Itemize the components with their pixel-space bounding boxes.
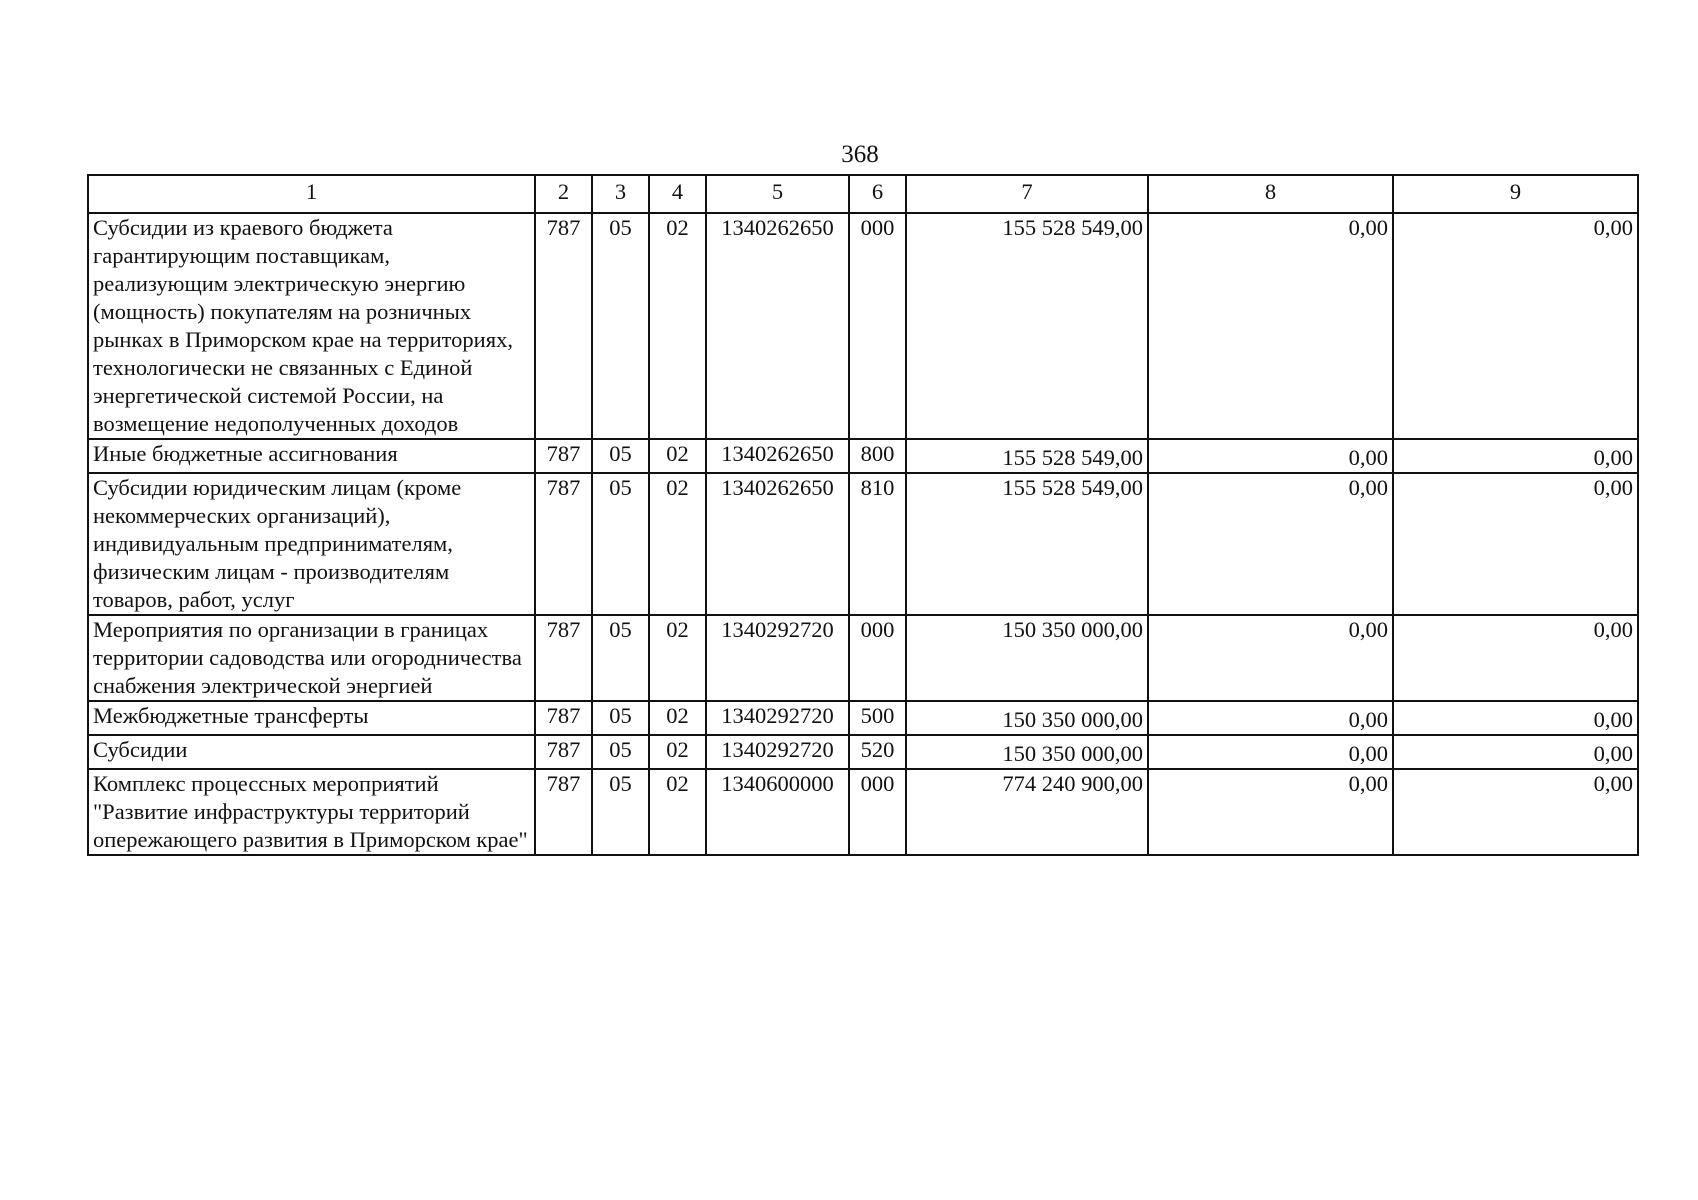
row-code-3: 05 (592, 615, 649, 701)
row-code-5: 1340292720 (706, 735, 849, 769)
column-header-6: 6 (849, 175, 906, 213)
row-amount-9: 0,00 (1393, 701, 1638, 735)
row-code-2: 787 (535, 615, 592, 701)
row-code-6: 000 (849, 615, 906, 701)
row-code-2: 787 (535, 213, 592, 439)
row-amount-7: 155 528 549,00 (906, 213, 1148, 439)
row-name: Комплекс процессных мероприятий "Развитие инфраструктуры территорий опережающего развития в Приморском крае" (88, 769, 535, 855)
row-code-2: 787 (535, 769, 592, 855)
row-code-3: 05 (592, 213, 649, 439)
page-number: 368 (841, 141, 879, 168)
row-amount-8: 0,00 (1148, 439, 1393, 473)
row-code-4: 02 (649, 615, 706, 701)
row-code-5: 1340262650 (706, 439, 849, 473)
row-amount-9: 0,00 (1393, 439, 1638, 473)
row-amount-9: 0,00 (1393, 473, 1638, 615)
row-name: Субсидии юридическим лицам (кроме некоммерческих организаций), индивидуальным предпринимателям, физическим лицам - производителям товаров, работ, услуг (88, 473, 535, 615)
column-header-4: 4 (649, 175, 706, 213)
row-code-6: 000 (849, 769, 906, 855)
column-header-9: 9 (1393, 175, 1638, 213)
table-row (88, 213, 1638, 439)
row-amount-8: 0,00 (1148, 735, 1393, 769)
table-row (88, 473, 1638, 615)
column-header-1: 1 (88, 175, 535, 213)
row-code-2: 787 (535, 439, 592, 473)
row-amount-9: 0,00 (1393, 615, 1638, 701)
row-code-3: 05 (592, 769, 649, 855)
row-amount-8: 0,00 (1148, 615, 1393, 701)
row-amount-7: 150 350 000,00 (906, 735, 1148, 769)
row-code-5: 1340600000 (706, 769, 849, 855)
row-code-5: 1340262650 (706, 473, 849, 615)
row-code-2: 787 (535, 473, 592, 615)
row-code-4: 02 (649, 439, 706, 473)
header-row (88, 175, 1638, 213)
row-name: Мероприятия по организации в границах территории садоводства или огородничества снабжения электрической энергией (88, 615, 535, 701)
row-code-5: 1340292720 (706, 701, 849, 735)
table-row (88, 701, 1638, 735)
row-code-4: 02 (649, 473, 706, 615)
row-code-4: 02 (649, 213, 706, 439)
row-name: Субсидии (88, 735, 535, 769)
row-amount-9: 0,00 (1393, 769, 1638, 855)
row-code-2: 787 (535, 735, 592, 769)
row-amount-7: 774 240 900,00 (906, 769, 1148, 855)
row-code-6: 800 (849, 439, 906, 473)
row-code-3: 05 (592, 439, 649, 473)
column-header-2: 2 (535, 175, 592, 213)
row-amount-8: 0,00 (1148, 473, 1393, 615)
row-code-6: 520 (849, 735, 906, 769)
row-code-2: 787 (535, 701, 592, 735)
table-row (88, 735, 1638, 769)
row-code-3: 05 (592, 473, 649, 615)
column-header-7: 7 (906, 175, 1148, 213)
column-header-3: 3 (592, 175, 649, 213)
column-header-8: 8 (1148, 175, 1393, 213)
table-row (88, 769, 1638, 855)
row-code-3: 05 (592, 735, 649, 769)
row-amount-7: 150 350 000,00 (906, 615, 1148, 701)
row-amount-9: 0,00 (1393, 735, 1638, 769)
row-amount-7: 150 350 000,00 (906, 701, 1148, 735)
row-code-4: 02 (649, 769, 706, 855)
row-amount-8: 0,00 (1148, 769, 1393, 855)
row-code-5: 1340262650 (706, 213, 849, 439)
row-code-4: 02 (649, 701, 706, 735)
table-row (88, 615, 1638, 701)
row-code-5: 1340292720 (706, 615, 849, 701)
row-code-6: 000 (849, 213, 906, 439)
row-amount-7: 155 528 549,00 (906, 473, 1148, 615)
table-row (88, 439, 1638, 473)
row-name: Иные бюджетные ассигнования (88, 439, 535, 473)
row-code-3: 05 (592, 701, 649, 735)
row-amount-7: 155 528 549,00 (906, 439, 1148, 473)
row-code-4: 02 (649, 735, 706, 769)
row-name: Межбюджетные трансферты (88, 701, 535, 735)
row-amount-8: 0,00 (1148, 213, 1393, 439)
row-code-6: 500 (849, 701, 906, 735)
row-amount-9: 0,00 (1393, 213, 1638, 439)
row-code-6: 810 (849, 473, 906, 615)
column-header-5: 5 (706, 175, 849, 213)
row-name: Субсидии из краевого бюджета гарантирующим поставщикам, реализующим электрическую энергию (мощность) покупателям на розничных рынках в Приморском крае на территориях, технологически не связанных с Единой энергетической системой России, на возмещение недополученных доходов (88, 213, 535, 439)
budget-table (87, 174, 1639, 856)
row-amount-8: 0,00 (1148, 701, 1393, 735)
